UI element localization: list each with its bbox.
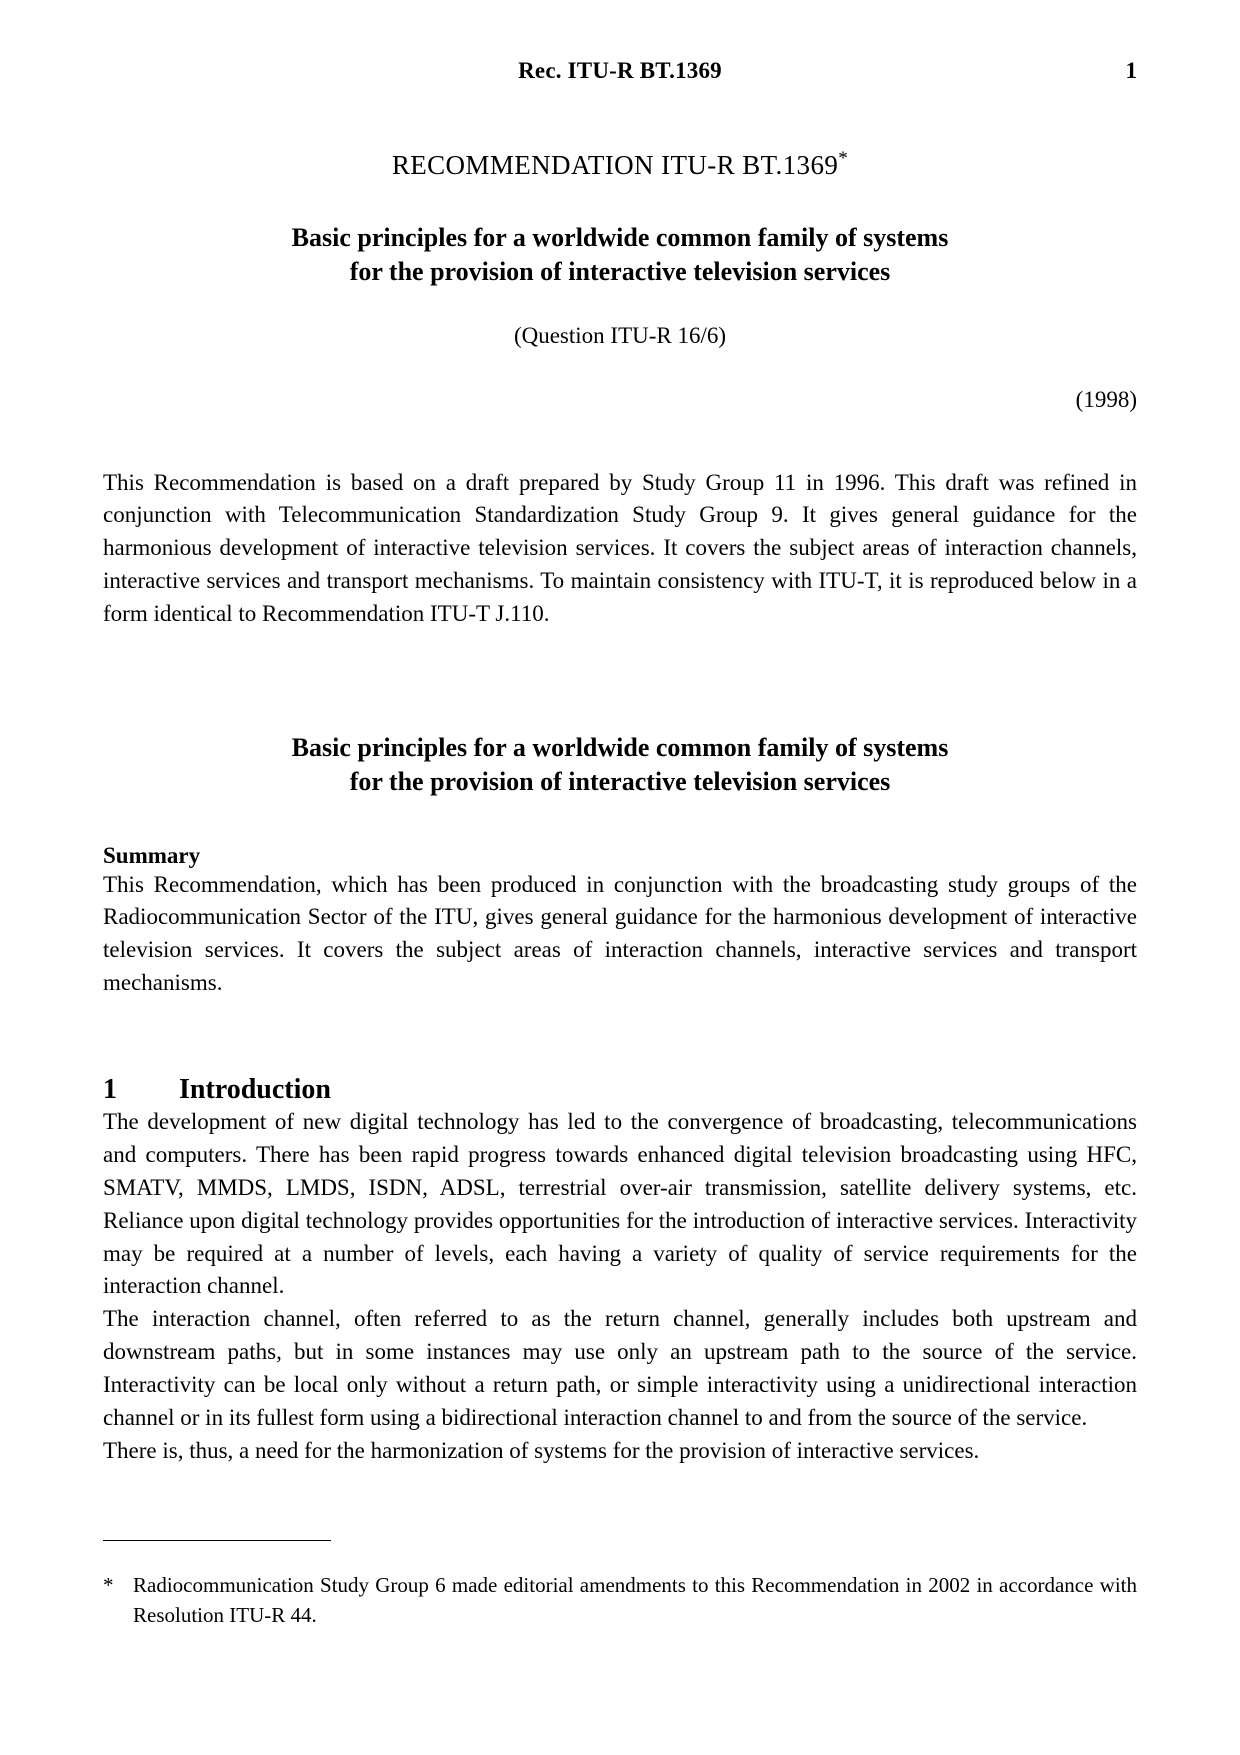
footnote-item (103, 1571, 1137, 1631)
section-1-heading (103, 1074, 1137, 1106)
footnote-area (103, 1540, 1137, 1631)
recommendation-number-text: RECOMMENDATION ITU-R BT.1369 (391, 150, 839, 180)
repeated-title-line-2: for the provision of interactive television services (349, 766, 891, 796)
intro-note-block (103, 467, 1137, 631)
repeated-title-line-1: Basic principles for a worldwide common family of systems (291, 732, 949, 762)
recommendation-number (103, 150, 1137, 181)
intro-note-paragraph: This Recommendation is based on a draft prepared by Study Group 11 in 1996. This draft was refined in conjunction with Telecommunication Standardization Study Group 9. It gives general guidance for the harmonious development of interactive television services. It covers the subject areas of interaction channels, interactive services and transport mechanisms. To maintain consistency with ITU-T, it is reproduced below in a form identical to Recommendation ITU-T J.110. (103, 469, 1137, 627)
repeated-document-title (103, 731, 1137, 799)
section-1-paragraph-3: There is, thus, a need for the harmonization of systems for the provision of interactive services. (103, 1437, 980, 1463)
document-title-line-2: for the provision of interactive television services (349, 256, 891, 286)
footnote-reference-marker: * (838, 148, 849, 169)
page-content (103, 0, 1137, 1468)
document-title (103, 221, 1137, 289)
running-header (103, 58, 1137, 104)
section-1-paragraph-2: The interaction channel, often referred to as the return channel, generally includes both upstream and downstream paths, but in some instances may use only an upstream path to the source of the service. Interactivity can be local only without a return path, or simple interactivity using a unidirectional interaction channel or in its fullest form using a bidirectional interaction channel to and from the source of the service. (103, 1306, 1137, 1430)
section-1-number: 1 (103, 1074, 117, 1106)
section-1-title: Introduction (179, 1074, 331, 1106)
summary-heading: Summary (103, 842, 201, 868)
section-1-paragraph-1: The development of new digital technology has led to the convergence of broadcasting, telecommunications and computers. There has been rapid progress towards enhanced digital television broadcasting using HFC, SMATV, MMDS, LMDS, ISDN, ADSL, terrestrial over-air transmission, satellite delivery systems, etc. Reliance upon digital technology provides opportunities for the introduction of interactive services. Interactivity may be required at a number of levels, each having a variety of quality of service requirements for the interaction channel. (103, 1109, 1137, 1299)
footnote-marker: * (103, 1573, 114, 1597)
running-header-title: Rec. ITU-R BT.1369 (518, 58, 722, 83)
footnote-text: Radiocommunication Study Group 6 made editorial amendments to this Recommendation in 2002 in accordance with Resolution ITU-R 44. (133, 1573, 1137, 1627)
document-title-line-1: Basic principles for a worldwide common family of systems (291, 223, 949, 252)
page-number: 1 (1125, 58, 1137, 83)
question-reference: (Question ITU-R 16/6) (513, 322, 727, 348)
footnote-separator-rule (103, 1540, 331, 1541)
publication-year: (1998) (1075, 386, 1137, 412)
summary-paragraph: This Recommendation, which has been produced in conjunction with the broadcasting study groups of the Radiocommunication Sector of the ITU, gives general guidance for the harmonious development of interactive television services. It covers the subject areas of interaction channels, interactive services and transport mechanisms. (103, 871, 1137, 996)
